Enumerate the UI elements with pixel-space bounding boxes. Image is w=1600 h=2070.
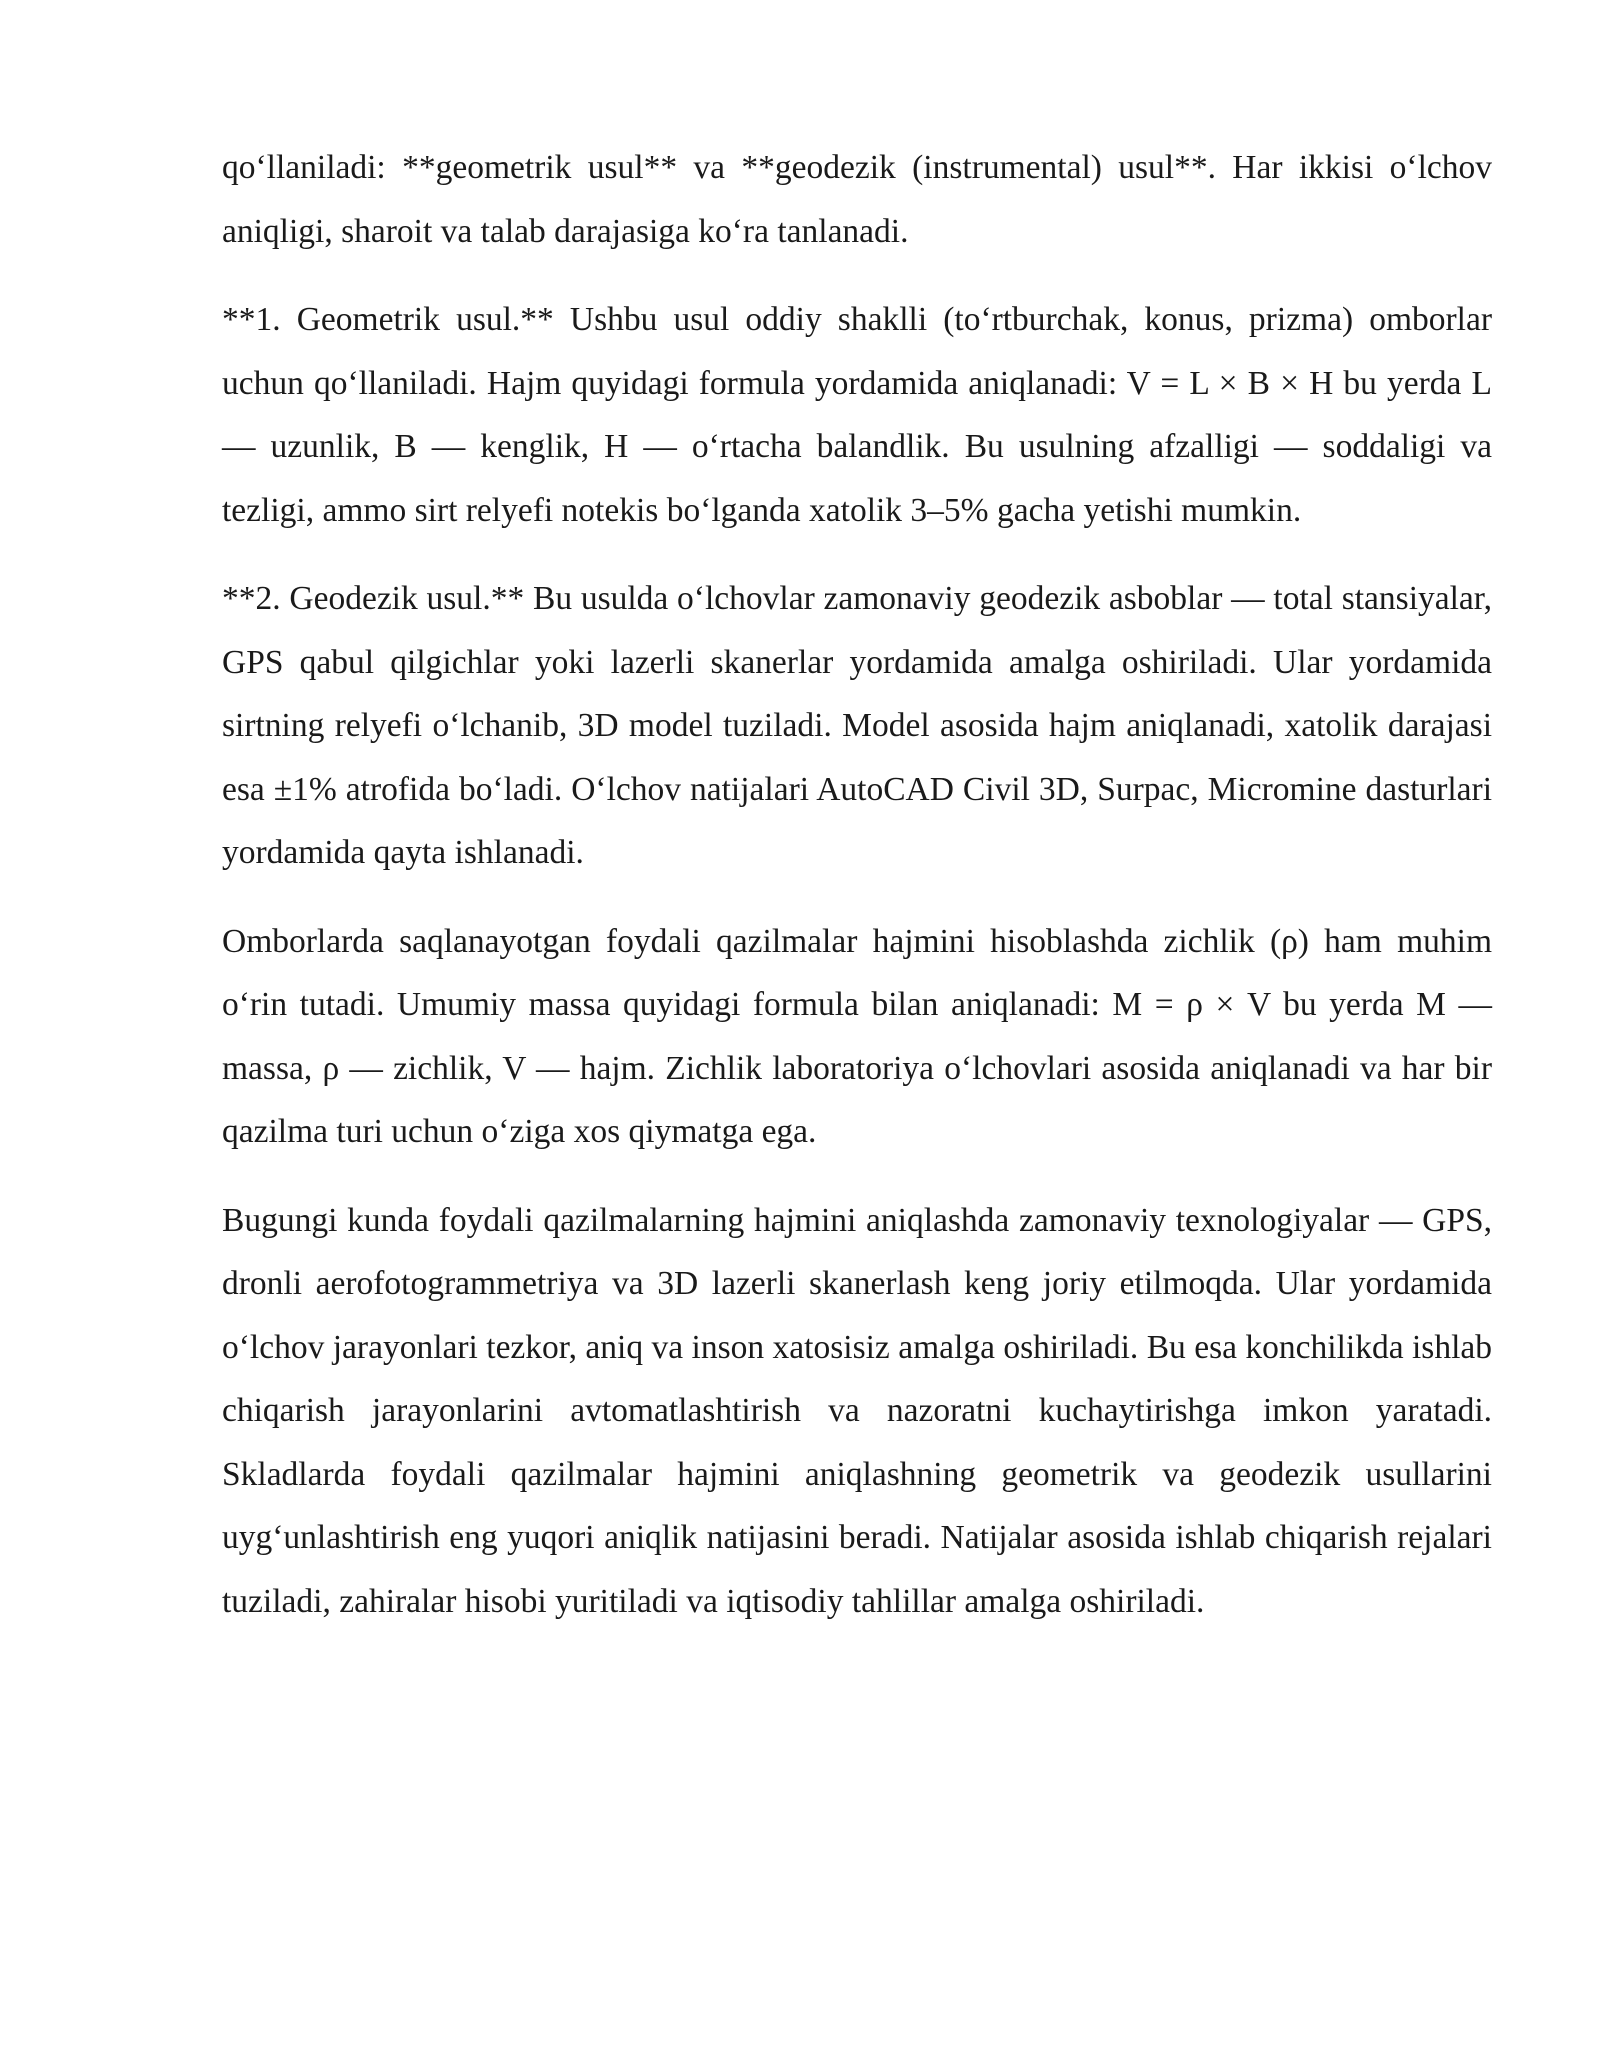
paragraph-methods-intro: qo‘llaniladi: **geometrik usul** va **geodezik (instrumental) usul**. Har ikkisi o‘lchov aniqligi, sharoit va talab darajasiga ko‘ra tanlanadi. — [222, 149, 1492, 250]
paragraph-geodetic-method: **2. Geodezik usul.** Bu usulda o‘lchovlar zamonaviy geodezik asboblar — total stansiyalar, GPS qabul qilgichlar yoki lazerli skanerlar yordamida amalga oshiriladi. Ular yordamida sirtning relyefi o‘lchanib, 3D model tuziladi. Model asosida hajm aniqlanadi, xatolik darajasi esa ±1% atrofida bo‘ladi. O‘lchov natijalari AutoCAD Civil 3D, Surpac, Micromine dasturlari yordamida qayta ishlanadi. — [222, 580, 1492, 871]
document-page — [222, 136, 1492, 1658]
paragraph-geometric-method: **1. Geometrik usul.** Ushbu usul oddiy shaklli (to‘rtburchak, konus, prizma) omborlar uchun qo‘llaniladi. Hajm quyidagi formula yordamida aniqlanadi: V = L × B × H bu yerda L — uzunlik, B — kenglik, H — o‘rtacha balandlik. Bu usulning afzalligi — soddaligi va tezligi, ammo sirt relyefi notekis bo‘lganda xatolik 3–5% gacha yetishi mumkin. — [222, 301, 1492, 529]
paragraph-density-mass: Omborlarda saqlanayotgan foydali qazilmalar hajmini hisoblashda zichlik (ρ) ham muhim o‘rin tutadi. Umumiy massa quyidagi formula bilan aniqlanadi: M = ρ × V bu yerda M — massa, ρ — zichlik, V — hajm. Zichlik laboratoriya o‘lchovlari asosida aniqlanadi va har bir qazilma turi uchun o‘ziga xos qiymatga ega. — [222, 922, 1492, 1150]
paragraph-modern-technologies: Bugungi kunda foydali qazilmalarning hajmini aniqlashda zamonaviy texnologiyalar — GPS, dronli aerofotogrammetriya va 3D lazerli skanerlash keng joriy etilmoqda. Ular yordamida o‘lchov jarayonlari tezkor, aniq va inson xatosisiz amalga oshiriladi. Bu esa konchilikda ishlab chiqarish jarayonlarini avtomatlashtirish va nazoratni kuchaytirishga imkon yaratadi. Skladlarda foydali qazilmalar hajmini aniqlashning geometrik va geodezik usullarini uyg‘unlashtirish eng yuqori aniqlik natijasini beradi. Natijalar asosida ishlab chiqarish rejalari tuziladi, zahiralar hisobi yuritiladi va iqtisodiy tahlillar amalga oshiriladi. — [222, 1201, 1492, 1620]
